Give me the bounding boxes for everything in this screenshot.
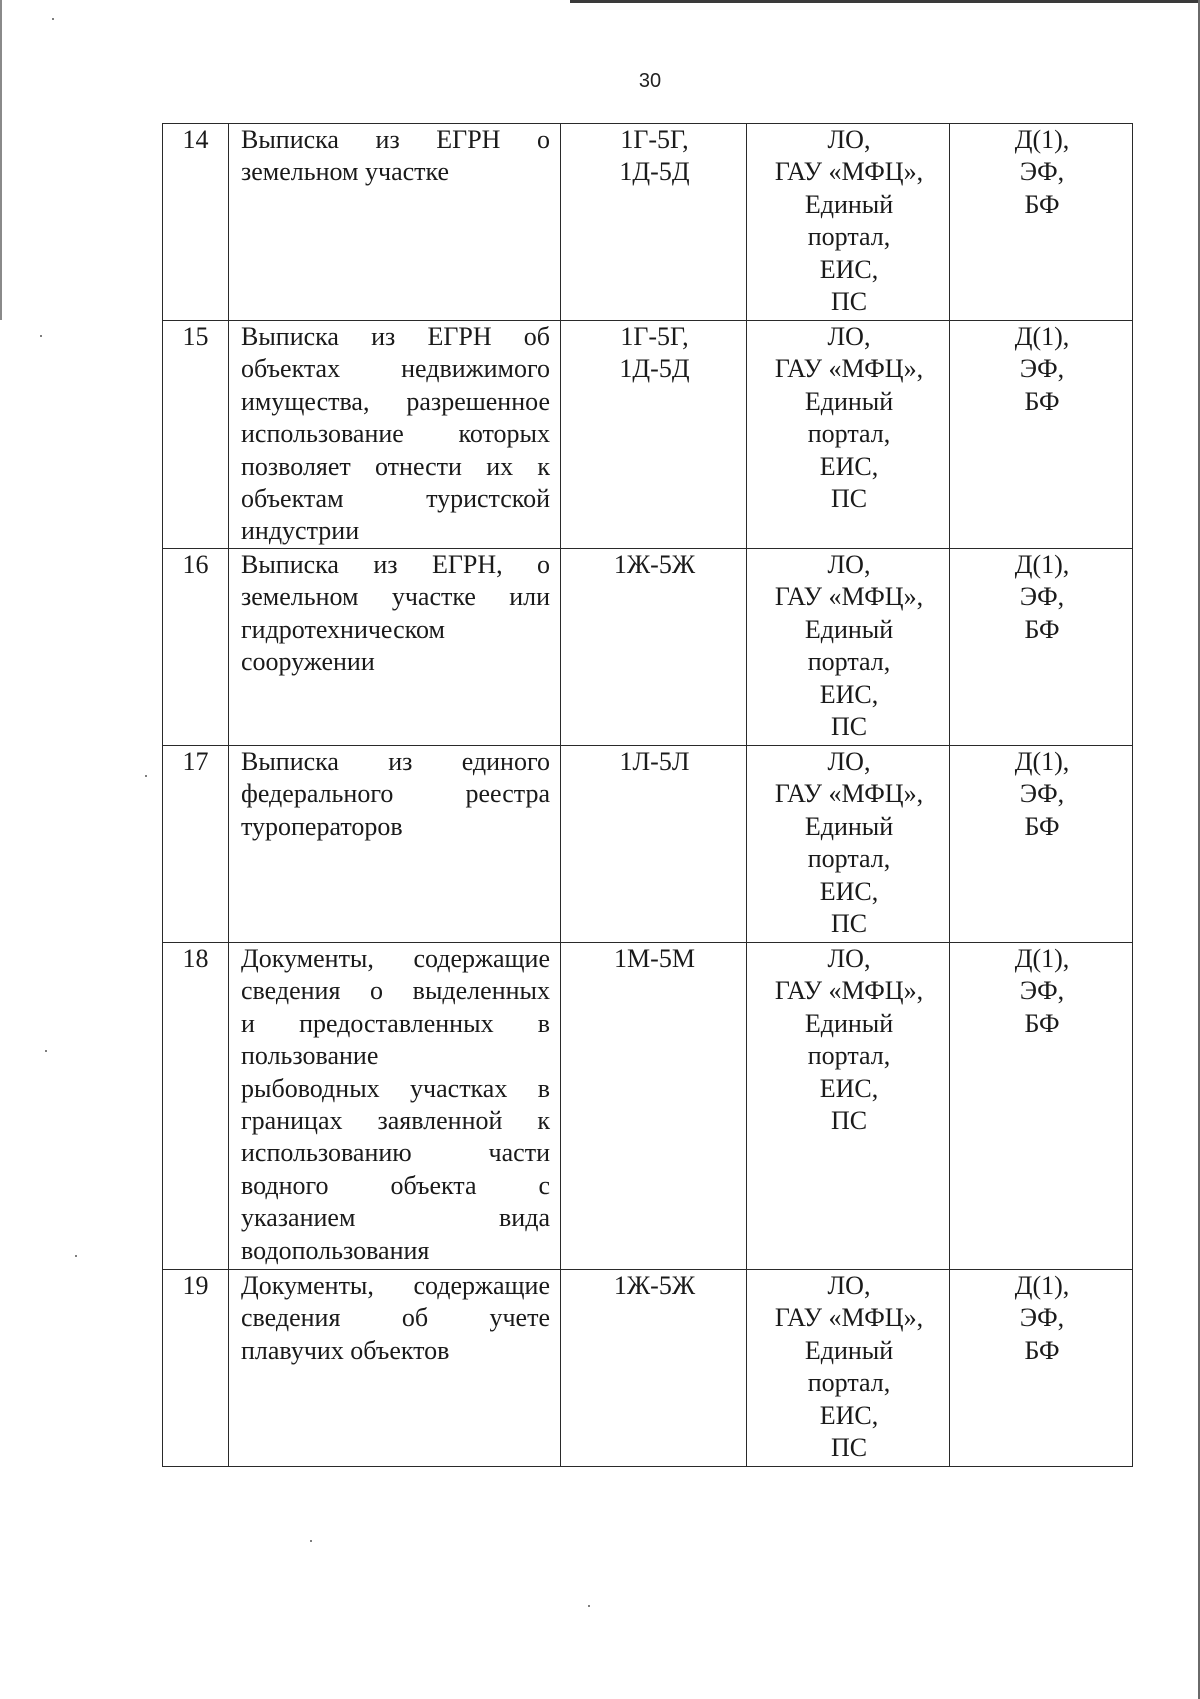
table-row-18 [163, 943, 1133, 1270]
document-name-line: позволяет отнести их к [241, 451, 550, 481]
document-form-line: БФ [1024, 614, 1060, 644]
document-name-line: земельном участке или [241, 582, 550, 612]
scan-speck [75, 1255, 77, 1257]
document-source-line: ЕИС, [819, 254, 879, 284]
document-source-line: портал, [807, 1041, 891, 1071]
document-code [561, 124, 747, 321]
document-name-line: Выписка из ЕГРН, о [241, 550, 550, 579]
document-source-line: ГАУ «МФЦ», [774, 157, 924, 187]
document-name-line: объектах недвижимого [241, 354, 550, 384]
document-source-line: ЛО, [827, 550, 871, 579]
document-name-line: сведения об учете [241, 1303, 550, 1333]
document-form-line: БФ [1024, 1335, 1060, 1365]
page-number: 30 [638, 70, 662, 92]
document-form-line: Д(1), [1014, 1271, 1070, 1300]
document-source [747, 1270, 950, 1467]
document-source-line: ЕИС, [819, 1073, 879, 1103]
document-name-line: Документы, содержащие [241, 944, 550, 973]
document-source-line: Единый [804, 1008, 894, 1038]
document-name [229, 321, 561, 549]
document-name-line: границах заявленной к [241, 1106, 550, 1136]
document-name-line: федерального реестра [241, 779, 550, 809]
document-source [747, 549, 950, 746]
document-form-line: Д(1), [1014, 550, 1070, 579]
document-form-line: Д(1), [1014, 747, 1070, 776]
document-code-line: 1М-5М [614, 944, 695, 973]
document-code-line: 1Ж-5Ж [613, 1271, 696, 1300]
document-name [229, 1270, 561, 1467]
document-form [950, 321, 1133, 549]
document-name-line: Выписка из единого [241, 747, 550, 776]
document-code [561, 549, 747, 746]
document-source-line: Единый [804, 614, 894, 644]
document-source-line: ПС [830, 712, 868, 742]
document-name-line: индустрии [241, 516, 360, 546]
document-name-line: туроператоров [241, 811, 403, 841]
document-name-line: использование которых [241, 419, 550, 449]
document-source-line: Единый [804, 189, 894, 219]
document-source-line: ЛО, [827, 322, 871, 351]
scan-speck [145, 775, 147, 777]
document-name [229, 746, 561, 943]
document-name-line: и предоставленных в [241, 1008, 550, 1038]
document-name-line: земельном участке [241, 157, 450, 187]
document-source-line: портал, [807, 222, 891, 252]
document-name [229, 943, 561, 1270]
document-source-line: ЕИС, [819, 1400, 879, 1430]
document-source-line: ЛО, [827, 125, 871, 154]
scan-speck [310, 1540, 312, 1542]
table-row-15 [163, 321, 1133, 549]
scan-speck [588, 1605, 590, 1607]
document-source-line: ЕИС, [819, 679, 879, 709]
document-name-line: пользование [241, 1041, 379, 1071]
scan-edge-top [570, 0, 1200, 3]
document-code-line: 1Д-5Д [619, 157, 690, 187]
document-code-line: 1Ж-5Ж [613, 550, 696, 579]
document-source [747, 943, 950, 1270]
document-form-line: Д(1), [1014, 125, 1070, 154]
document-name-line: сведения о выделенных [241, 976, 550, 1006]
document-name-line: рыбоводных участках в [241, 1073, 550, 1103]
table-row-14 [163, 124, 1133, 321]
document-source-line: ПС [830, 1433, 868, 1463]
document-name-line: указанием вида [241, 1203, 550, 1233]
table-row-17 [163, 746, 1133, 943]
document-form-line: БФ [1024, 189, 1060, 219]
document-form-line: ЭФ, [1019, 582, 1065, 612]
document-code [561, 943, 747, 1270]
document-source-line: ЛО, [827, 747, 871, 776]
document-form [950, 549, 1133, 746]
row-number: 16 [163, 549, 229, 746]
document-form [950, 124, 1133, 321]
document-name-line: использованию части [241, 1138, 550, 1168]
document-name-line: Выписка из ЕГРН о [241, 125, 550, 154]
document-form-line: ЭФ, [1019, 976, 1065, 1006]
document-name-line: Документы, содержащие [241, 1271, 550, 1300]
documents-table [162, 123, 1133, 1467]
document-name-line: водного объекта с [241, 1170, 550, 1200]
document-source-line: ПС [830, 1106, 868, 1136]
document-source-line: ЕИС, [819, 451, 879, 481]
document-source [747, 321, 950, 549]
document-source-line: ЛО, [827, 1271, 871, 1300]
table-row-16 [163, 549, 1133, 746]
scan-speck [45, 1050, 47, 1052]
document-source-line: Единый [804, 386, 894, 416]
document-form [950, 1270, 1133, 1467]
document-form-line: ЭФ, [1019, 354, 1065, 384]
document-form [950, 746, 1133, 943]
document-source-line: Единый [804, 811, 894, 841]
scan-speck [52, 18, 54, 20]
document-source-line: ГАУ «МФЦ», [774, 976, 924, 1006]
document-source-line: портал, [807, 419, 891, 449]
document-form [950, 943, 1133, 1270]
document-source-line: ЕИС, [819, 876, 879, 906]
document-source-line: портал, [807, 844, 891, 874]
document-name [229, 549, 561, 746]
document-form-line: ЭФ, [1019, 1303, 1065, 1333]
document-source-line: портал, [807, 647, 891, 677]
document-source-line: ГАУ «МФЦ», [774, 354, 924, 384]
document-form-line: ЭФ, [1019, 779, 1065, 809]
document-code-line: 1Д-5Д [619, 354, 690, 384]
document-source-line: Единый [804, 1335, 894, 1365]
document-source-line: ПС [830, 909, 868, 939]
row-number: 15 [163, 321, 229, 549]
document-code [561, 746, 747, 943]
document-source [747, 746, 950, 943]
scan-speck [40, 335, 42, 337]
document-form-line: Д(1), [1014, 322, 1070, 351]
document-name [229, 124, 561, 321]
document-source-line: ЛО, [827, 944, 871, 973]
document-name-line: гидротехническом [241, 614, 445, 644]
document-code-line: 1Г-5Г, [620, 322, 689, 351]
document-source-line: ПС [830, 484, 868, 514]
document-source-line: портал, [807, 1368, 891, 1398]
document-name-line: объектам туристской [241, 484, 550, 514]
document-form-line: БФ [1024, 386, 1060, 416]
row-number: 19 [163, 1270, 229, 1467]
document-form-line: ЭФ, [1019, 157, 1065, 187]
document-code [561, 1270, 747, 1467]
document-source-line: ГАУ «МФЦ», [774, 582, 924, 612]
row-number: 17 [163, 746, 229, 943]
document-name-line: водопользования [241, 1235, 430, 1265]
row-number: 14 [163, 124, 229, 321]
document-source-line: ГАУ «МФЦ», [774, 1303, 924, 1333]
document-source-line: ГАУ «МФЦ», [774, 779, 924, 809]
document-name-line: Выписка из ЕГРН об [241, 322, 550, 351]
document-form-line: Д(1), [1014, 944, 1070, 973]
documents-table-body [163, 124, 1133, 1467]
document-form-line: БФ [1024, 1008, 1060, 1038]
document-code-line: 1Г-5Г, [620, 125, 689, 154]
scan-edge-left [0, 0, 2, 320]
document-code-line: 1Л-5Л [619, 747, 690, 776]
document-source-line: ПС [830, 287, 868, 317]
document-form-line: БФ [1024, 811, 1060, 841]
row-number: 18 [163, 943, 229, 1270]
table-row-19 [163, 1270, 1133, 1467]
document-code [561, 321, 747, 549]
document-name-line: плавучих объектов [241, 1335, 450, 1365]
document-source [747, 124, 950, 321]
document-name-line: имущества, разрешенное [241, 386, 550, 416]
document-name-line: сооружении [241, 647, 375, 677]
